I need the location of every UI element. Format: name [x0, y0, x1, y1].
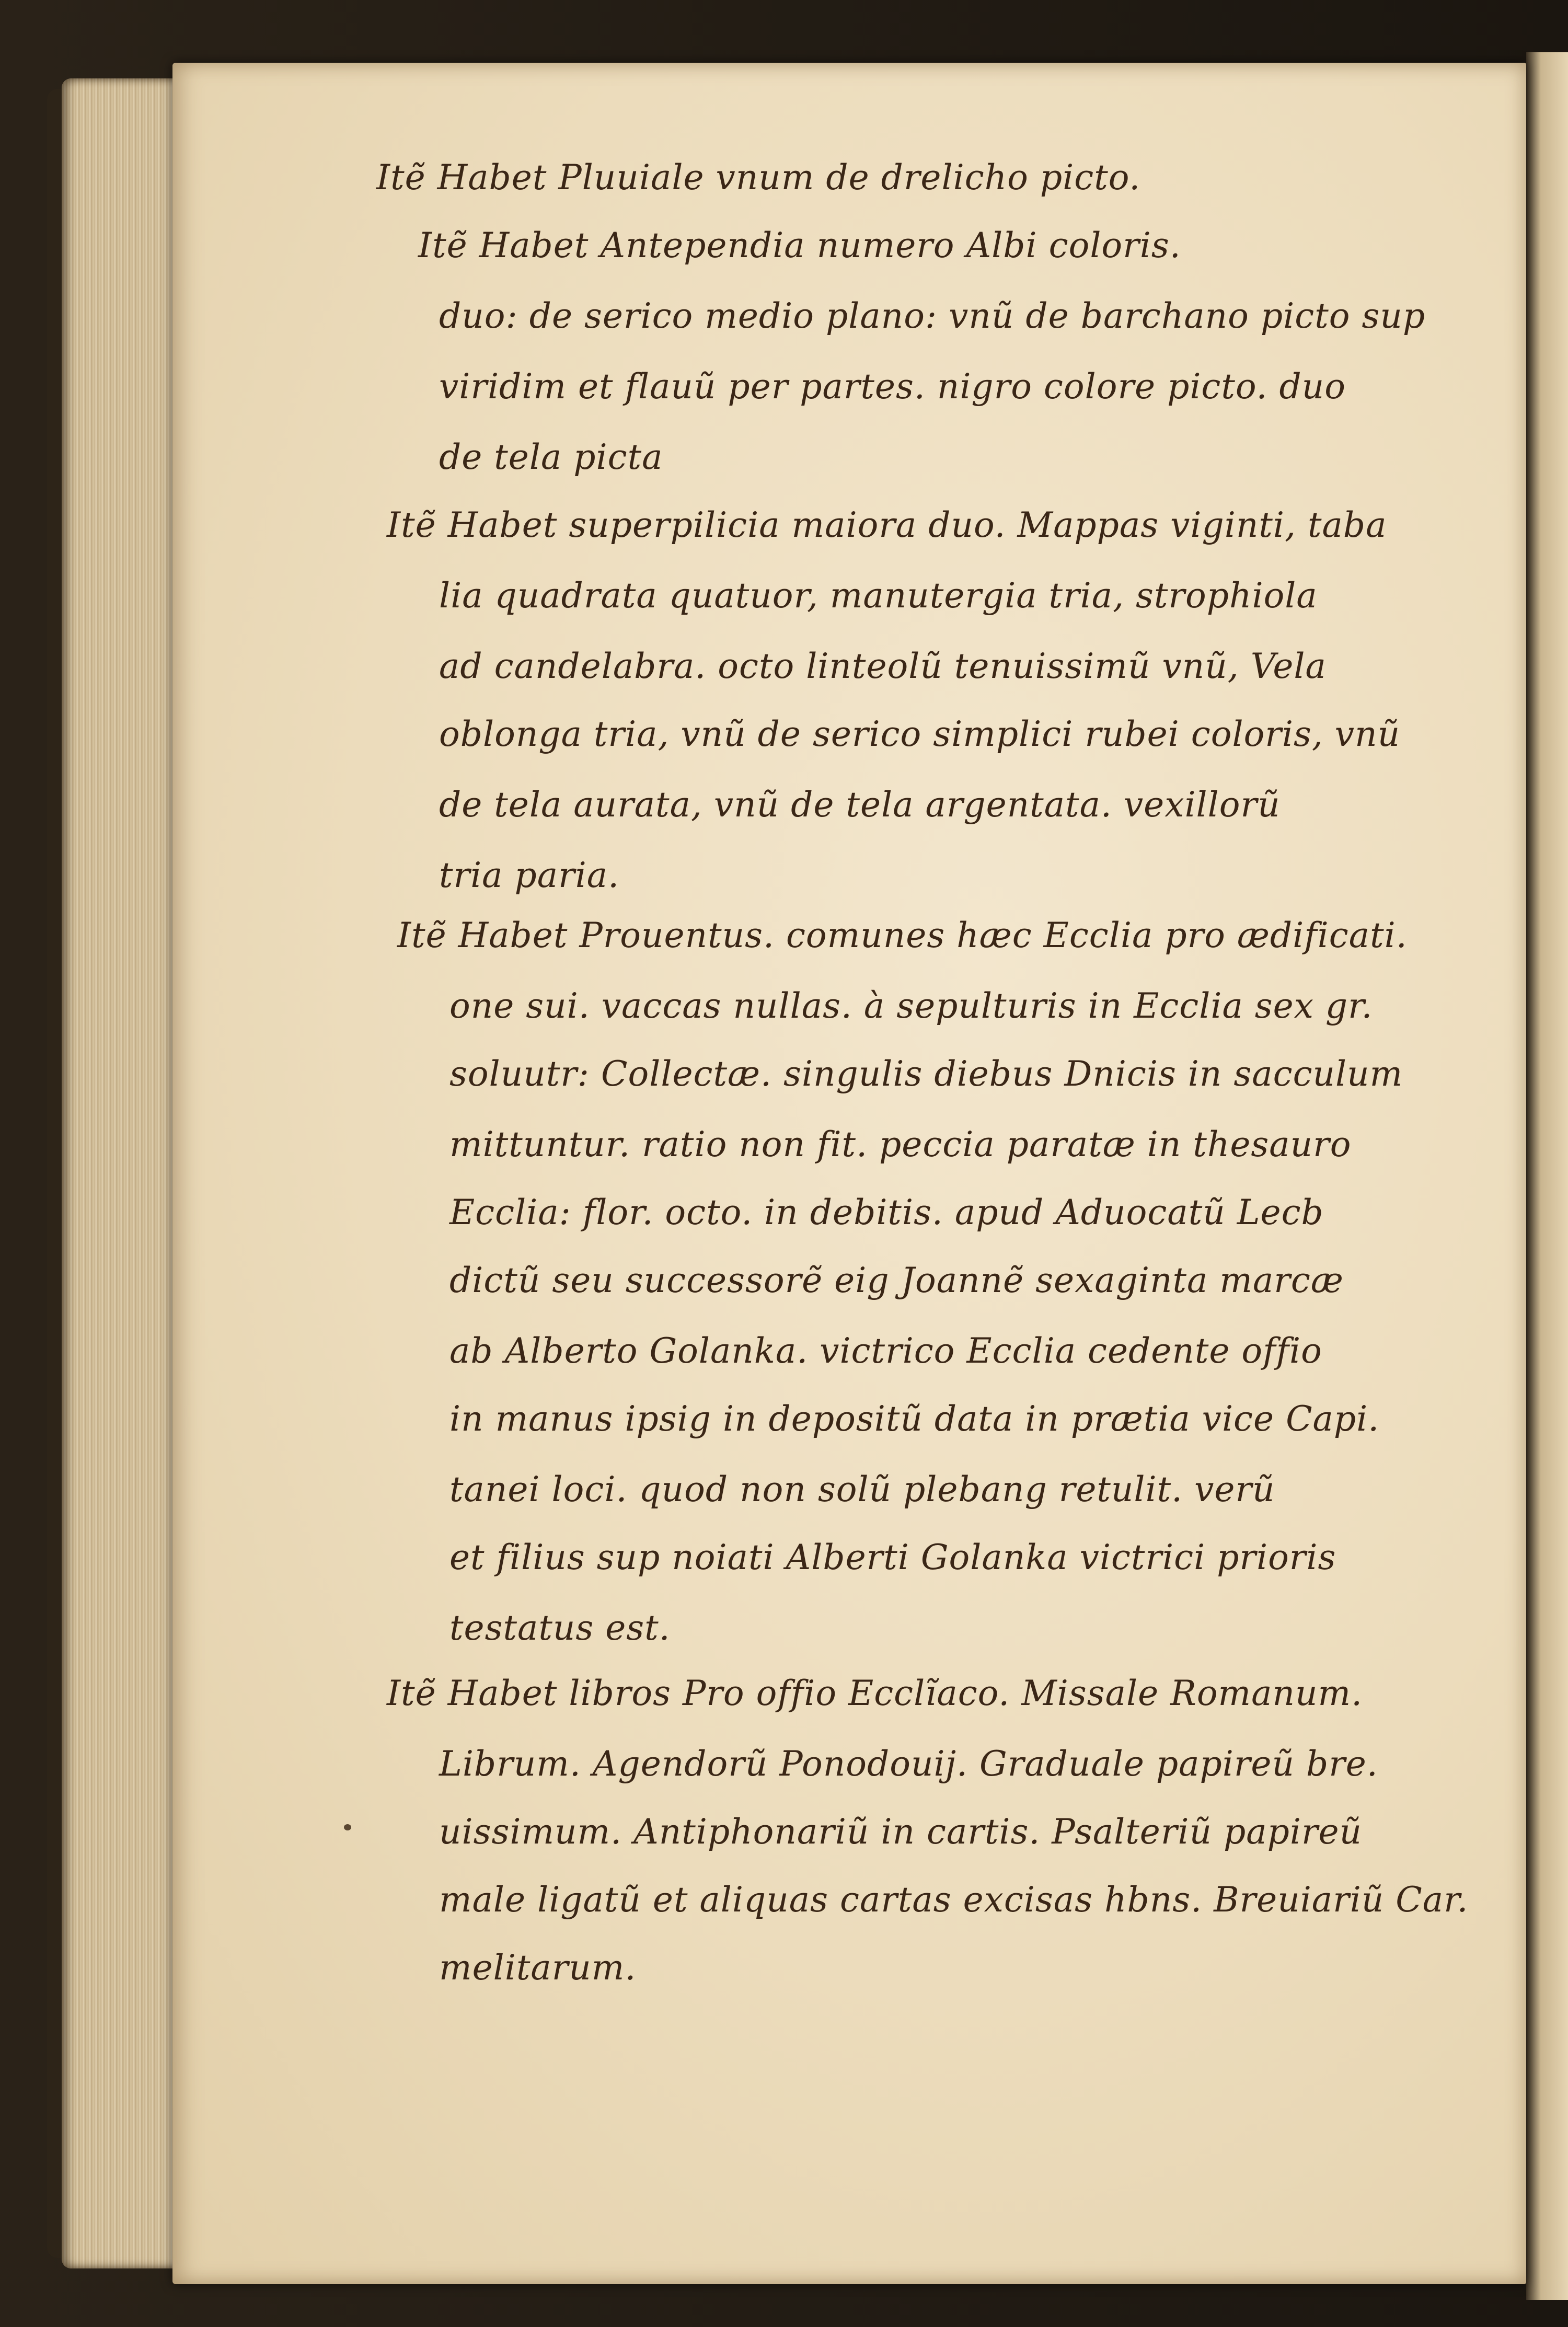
facing-page-edge: [1526, 52, 1568, 2300]
text-line: uissimum. Antiphonariũ in cartis. Psalteriũ papireũ: [439, 1812, 1363, 1852]
text-line: tria paria.: [439, 855, 620, 895]
text-line: mittuntur. ratio non fit. peccia paratæ in thesauro: [449, 1124, 1352, 1165]
text-line: Librum. Agendorũ Ponodouij. Graduale papireũ bre.: [439, 1744, 1378, 1784]
text-line: et filius sup noiati Alberti Golanka victrici prioris: [449, 1537, 1336, 1577]
text-line: Itẽ Habet Prouentus. comunes hæc Ecclia pro ædificati.: [397, 915, 1408, 955]
text-line: Itẽ Habet Antependia numero Albi coloris.: [418, 225, 1181, 266]
text-line: dictũ seu successorẽ eig Joannẽ sexaginta marcæ: [449, 1260, 1344, 1300]
text-line: soluutr: Collectæ. singulis diebus Dnicis in sacculum: [449, 1054, 1403, 1094]
text-line: viridim et flauũ per partes. nigro colore picto. duo: [439, 366, 1346, 407]
text-line: duo: de serico medio plano: vnũ de barchano picto sup: [439, 296, 1426, 336]
text-line: Itẽ Habet Pluuiale vnum de drelicho picto.: [376, 157, 1141, 198]
text-line: in manus ipsig in depositũ data in prætia vice Capi.: [449, 1399, 1380, 1439]
text-line: melitarum.: [439, 1948, 637, 1988]
ink-speck: [344, 1824, 351, 1830]
text-line: oblonga tria, vnũ de serico simplici rubei coloris, vnũ: [439, 714, 1401, 754]
text-line: testatus est.: [449, 1608, 671, 1648]
text-line: male ligatũ et aliquas cartas excisas hbns. Breuiariũ Car.: [439, 1880, 1469, 1920]
text-line: ab Alberto Golanka. victrico Ecclia cedente offio: [449, 1331, 1322, 1371]
text-line: tanei loci. quod non solũ plebang retulit. verũ: [449, 1469, 1275, 1510]
book-page-edges: [62, 78, 182, 2268]
text-line: one sui. vaccas nullas. à sepulturis in Ecclia sex gr.: [449, 986, 1373, 1026]
text-line: Ecclia: flor. octo. in debitis. apud Aduocatũ Lecb: [449, 1192, 1324, 1232]
text-line: lia quadrata quatuor, manutergia tria, strophiola: [439, 575, 1318, 616]
text-line: ad candelabra. octo linteolũ tenuissimũ vnũ, Vela: [439, 646, 1327, 686]
text-line: de tela picta: [439, 437, 663, 477]
text-line: Itẽ Habet libros Pro offio Ecclĩaco. Missale Romanum.: [387, 1673, 1363, 1713]
text-line: Itẽ Habet superpilicia maiora duo. Mappas viginti, taba: [387, 505, 1387, 545]
text-line: de tela aurata, vnũ de tela argentata. vexillorũ: [439, 785, 1281, 825]
